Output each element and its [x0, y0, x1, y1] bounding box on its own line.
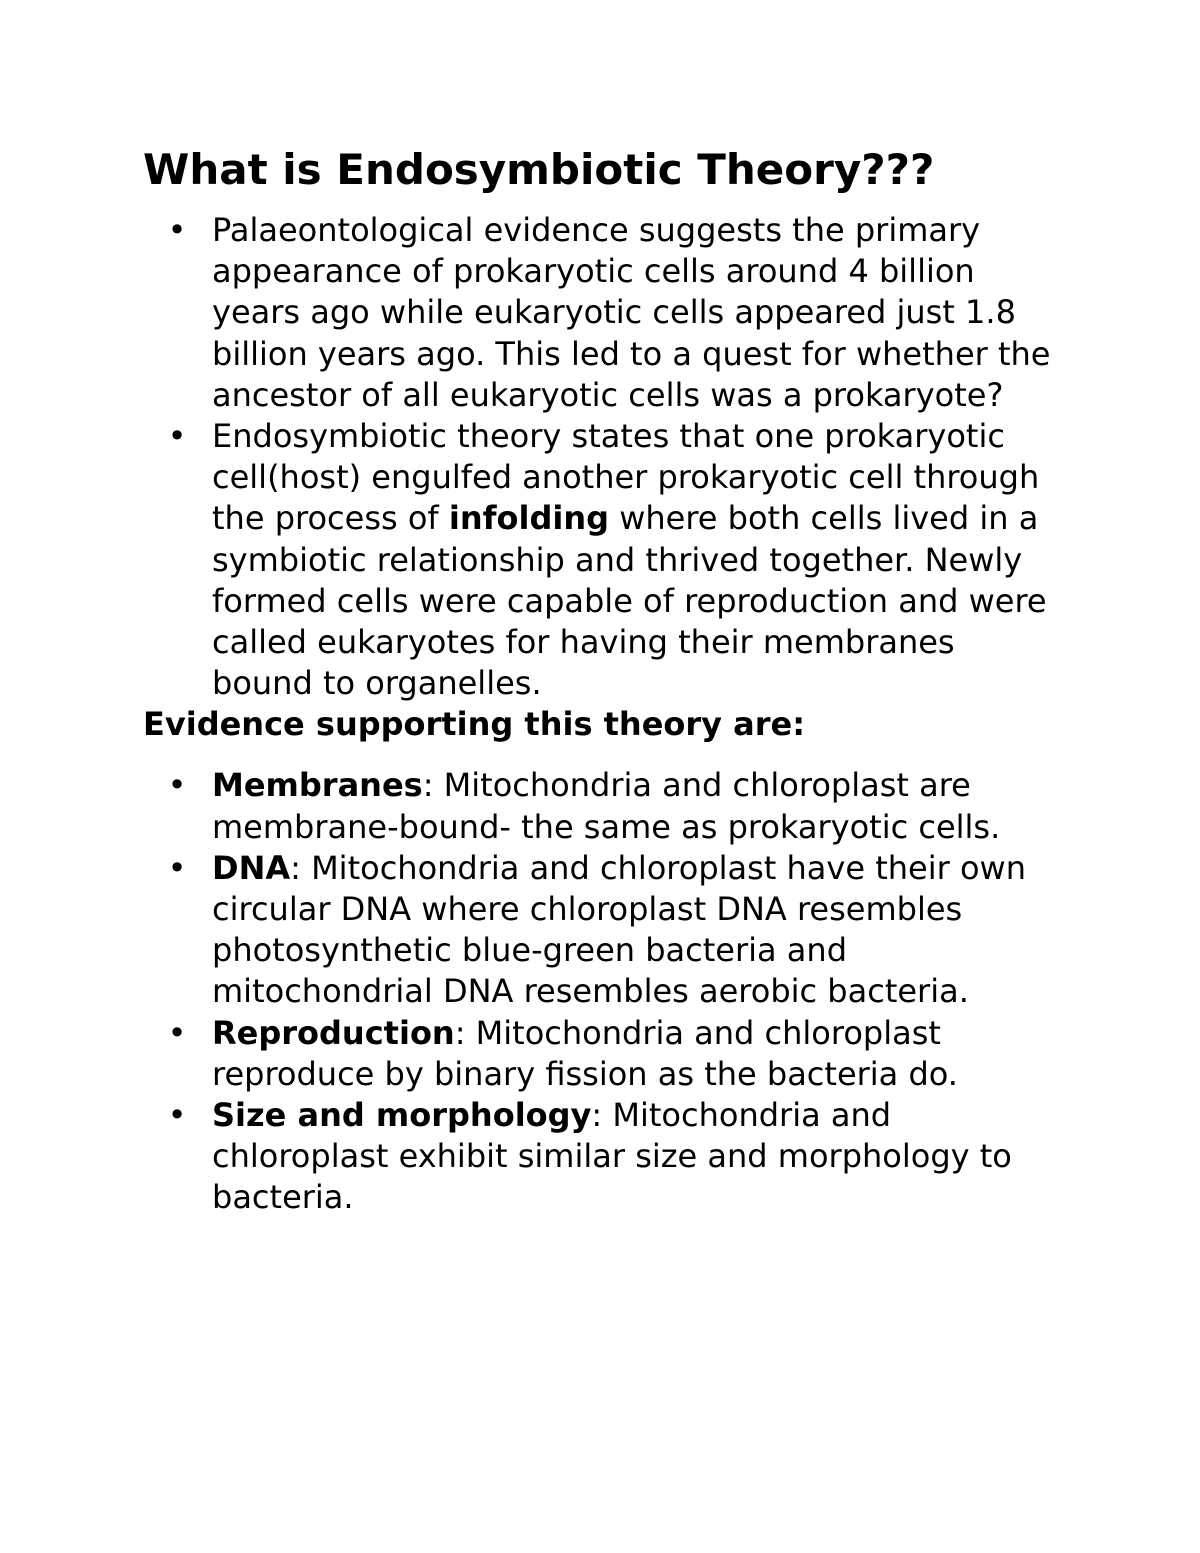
document-page	[143, 142, 1063, 1219]
list-item	[143, 1013, 1063, 1095]
bullet-text: : Mitochondria and chloroplast have their own circular DNA where chloroplast DNA resembles photosynthetic blue-green bacteria and mitochondrial DNA resembles aerobic bacteria.	[212, 848, 1026, 1011]
list-item	[143, 765, 1063, 847]
bullet-text: where both cells lived in a symbiotic relationship and thrived together. Newly formed cells were capable of reproduction and were called eukaryotes for having their membranes bound to organelles.	[212, 499, 1047, 703]
bullet-text: : Mitochondria and chloroplast exhibit similar size and morphology to bacteria.	[212, 1096, 1012, 1217]
bullet-icon: •	[167, 848, 187, 887]
list-item	[143, 416, 1063, 704]
bullet-text: Palaeontological evidence suggests the primary appearance of prokaryotic cells around 4 billion years ago while eukaryotic cells appeared just 1.8 billion years ago. This led to a quest for whether the ancestor of all eukaryotic cells was a prokaryote?	[212, 211, 1051, 414]
bold-term: DNA	[212, 848, 291, 887]
bullet-icon: •	[167, 1096, 187, 1135]
bullet-icon: •	[167, 417, 187, 456]
evidence-heading: Evidence supporting this theory are:	[143, 705, 806, 744]
bold-term: Size and morphology	[212, 1096, 592, 1135]
bold-term: Membranes	[212, 766, 423, 805]
bullet-text: : Mitochondria and chloroplast are membrane-bound- the same as prokaryotic cells.	[212, 766, 1001, 846]
bold-term: Reproduction	[212, 1013, 455, 1052]
bullet-text: : Mitochondria and chloroplast reproduce by binary fission as the bacteria do.	[212, 1013, 958, 1093]
bullet-text: Endosymbiotic theory states that one prokaryotic cell(host) engulfed another prokaryotic cell through the process of	[212, 417, 1040, 538]
bold-term: infolding	[448, 499, 610, 538]
list-item	[143, 848, 1063, 1013]
bullet-icon: •	[167, 766, 187, 805]
intro-bullet-list	[143, 210, 1063, 704]
bullet-icon: •	[167, 1013, 187, 1052]
bullet-icon: •	[167, 211, 187, 249]
list-item	[143, 1095, 1063, 1219]
list-item	[143, 210, 1063, 416]
document-title: What is Endosymbiotic Theory???	[143, 145, 935, 194]
evidence-bullet-list	[143, 765, 1063, 1218]
